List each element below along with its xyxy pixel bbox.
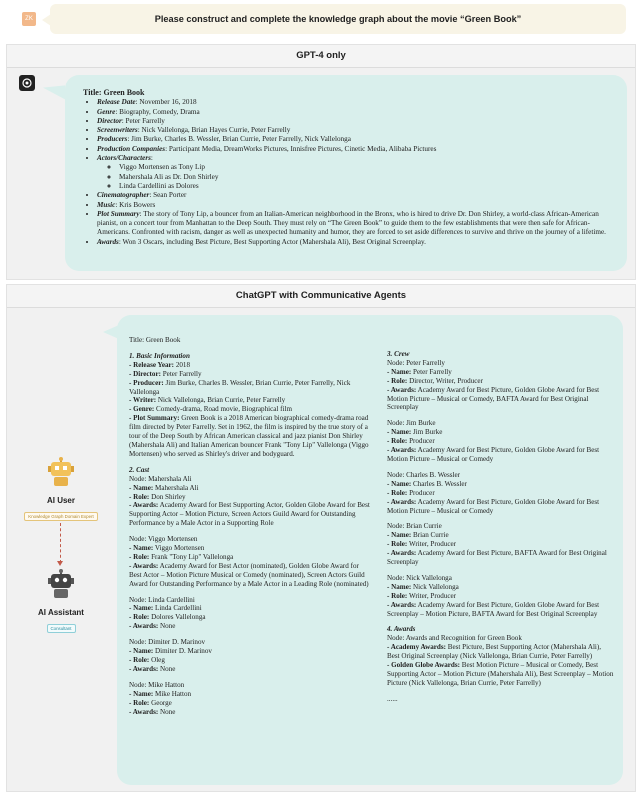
info-line: - Academy Awards: Best Picture, Best Supporting Actor (Mahershala Ali), Best Original Screenplay (Nick Vallelonga, Brian Currie, Peter Farrelly) <box>387 643 602 661</box>
gpt4-response-bubble <box>65 75 627 271</box>
attr-key: Production Companies <box>97 144 166 153</box>
info-line: - Name: Mike Hatton <box>129 689 192 698</box>
section-heading: 1. Basic Information <box>129 351 190 360</box>
attr-value: : Peter Farrelly <box>121 116 165 125</box>
attr-key: Screenwriters <box>97 126 138 135</box>
attr-value: : Jim Burke, Charles B. Wessler, Brian Currie, Peter Farrelly, Nick Vallelonga <box>127 135 351 144</box>
info-line: - Role: Oleg <box>129 656 165 664</box>
kg-title: Title: Green Book <box>83 88 145 97</box>
attr-value: : Biography, Comedy, Drama <box>115 107 200 116</box>
info-line: - Director: Peter Farrelly <box>129 369 202 378</box>
node-line: Node: Mike Hatton <box>129 680 185 689</box>
list-item <box>97 238 619 247</box>
robot-icon <box>46 457 76 487</box>
list-item <box>97 126 619 135</box>
info-line: - Role: Don Shirley <box>129 492 186 501</box>
response-left-column <box>129 336 373 716</box>
info-line: - Plot Summary: Green Book is a 2018 American biographical comedy-drama road film directed by Peter Farrelly. Set in 1962, the film is inspired by the true story of a tour of the Deep South by African American classical and jazz pianist Don Shirley (Mahershala Ali) and Italian American bouncer Frank "Tony Lip" Vallelonga (Viggo Mortensen) who served as Shirley's driver and bodyguard. <box>129 414 369 458</box>
attr-key: Cinematographer <box>97 191 150 200</box>
list-item <box>97 117 619 126</box>
list-item <box>97 145 619 154</box>
list-item: ◦ Viggo Mortensen as Tony Lip <box>119 163 619 172</box>
info-line: - Role: Writer, Producer <box>387 540 457 549</box>
info-line: - Awards: Academy Award for Best Supporting Actor, Golden Globe Award for Best Supporting Actor – Motion Picture, Screen Actors Guild Award for Outstanding Performance by a Male Actor in a Supporting Role <box>129 501 370 528</box>
node-line: Node: Dimiter D. Marinov <box>129 638 206 647</box>
ai-assistant-role-tag: Consultant <box>47 624 76 633</box>
info-line: - Writer: Nick Vallelonga, Brian Currie, Peter Farrelly <box>129 396 286 405</box>
attr-key: Actors/Characters <box>97 154 151 163</box>
info-line: - Role: Frank "Tony Lip" Vallelonga <box>129 552 234 561</box>
attr-key: Plot Summary <box>97 209 140 218</box>
list-item <box>97 154 619 191</box>
section-header: GPT-4 only <box>7 45 635 68</box>
info-line: - Golden Globe Awards: Best Motion Picture – Musical or Comedy, Best Supporting Actor – Motion Picture (Mahershala Ali), Best Screenplay – Motion Picture (Nick Vallelonga, Brian Currie, Peter Farrelly) <box>387 661 614 687</box>
section-heading: 2. Cast <box>129 465 150 474</box>
info-line: - Role: Dolores Vallelonga <box>129 613 206 622</box>
node-line: Node: Jim Burke <box>387 419 436 428</box>
list-item <box>97 201 619 210</box>
prompt-row <box>10 4 630 38</box>
attr-value: : November 16, 2018 <box>135 98 197 107</box>
attr-value: : Nick Vallelonga, Brian Hayes Currie, Peter Farrelly <box>137 126 291 135</box>
info-line: - Name: Viggo Mortensen <box>129 544 205 553</box>
openai-logo-icon <box>19 75 35 91</box>
ai-user-agent <box>15 457 107 523</box>
node-line: Node: Awards and Recognition for Green Book <box>387 634 522 643</box>
info-line: - Name: Peter Farrelly <box>387 367 452 376</box>
user-avatar: ZK <box>22 12 36 26</box>
list-item <box>97 108 619 117</box>
info-line: - Name: Linda Cardellini <box>129 604 202 613</box>
list-item: ◦ Linda Cardellini as Dolores <box>119 182 619 191</box>
info-line: - Awards: None <box>129 707 176 716</box>
attr-key: Music <box>97 200 116 209</box>
info-line: - Awards: Academy Award for Best Picture, Golden Globe Award for Best Screenplay – Motion Picture, BAFTA Award for Best Original Screenplay <box>387 600 600 618</box>
section-heading: 4. Awards <box>387 625 416 634</box>
robot-icon <box>46 569 76 599</box>
list-item <box>97 191 619 200</box>
bubble-tail <box>43 81 65 100</box>
section-header: ChatGPT with Communicative Agents <box>7 285 635 308</box>
info-line: - Genre: Comedy-drama, Road movie, Biographical film <box>129 405 292 414</box>
info-line: - Awards: None <box>129 622 176 631</box>
info-line: - Role: Writer, Producer <box>387 591 457 600</box>
ai-assistant-label: AI Assistant <box>38 608 84 617</box>
list-item <box>97 98 619 107</box>
info-line: - Name: Dimiter D. Marinov <box>129 647 212 656</box>
attr-value: : Won 3 Oscars, including Best Picture, Best Supporting Actor (Mahershala Ali), Best Original Screenplay. <box>118 237 426 246</box>
attr-key: Release Date <box>97 98 136 107</box>
info-line: - Awards: Academy Award for Best Picture, BAFTA Award for Best Original Screenplay <box>387 549 607 567</box>
gpt4-response-content <box>83 88 619 247</box>
info-line: - Name: Charles B. Wessler <box>387 479 467 488</box>
attr-value: : The story of Tony Lip, a bouncer from an Italian-American neighborhood in the Bronx, who is hired to drive Dr. Don Shirley, a world-class African-American pianist, on a concert tour from Manhattan to the Deep South. They must rely on “The Green Book” to guide them to the few establishments that were then safe for African-Americans. Confronted with racism, danger as well as unexpected humanity and humor, they are forced to set aside differences to survive and thrive on the journey of a lifetime. <box>97 209 606 237</box>
info-line: - Name: Jim Burke <box>387 428 443 437</box>
attr-key: Director <box>97 116 122 125</box>
section-heading: 3. Crew <box>387 350 410 358</box>
node-line: Node: Brian Currie <box>387 522 442 531</box>
node-line: Node: Linda Cardellini <box>129 595 195 604</box>
ai-user-label: AI User <box>46 496 75 505</box>
node-line: Node: Peter Farrelly <box>387 358 445 367</box>
kg-attribute-list <box>83 98 619 247</box>
list-item <box>97 135 619 144</box>
ai-user-role-tag: Knowledge Graph Domain Expert <box>24 512 97 521</box>
info-line: - Name: Mahershala Ali <box>129 483 199 492</box>
node-line: Node: Mahershala Ali <box>129 474 192 483</box>
list-item <box>97 210 619 238</box>
communicative-agents-section <box>6 284 636 792</box>
attr-value: : Kris Bowers <box>115 200 156 209</box>
info-line: - Role: Director, Writer, Producer <box>387 376 483 385</box>
prompt-bubble: Please construct and complete the knowledge graph about the movie “Green Book” <box>50 4 626 34</box>
response-right-column <box>387 350 615 704</box>
info-line: - Role: Producer <box>387 488 435 497</box>
info-line: - Name: Nick Vallelonga <box>387 582 459 591</box>
info-line: - Role: Producer <box>387 437 435 446</box>
info-line: - Awards: Academy Award for Best Picture, Golden Globe Award for Best Motion Picture – Musical or Comedy, BAFTA Award for Best Original Screenplay <box>387 385 600 412</box>
actor-list <box>97 163 619 191</box>
attr-key: Producers <box>97 135 128 144</box>
info-line: - Producer: Jim Burke, Charles B. Wessler, Brian Currie, Peter Farrelly, Nick Vallelonga <box>129 378 351 396</box>
attr-value: : <box>150 154 153 163</box>
list-item: ◦ Mahershala Ali as Dr. Don Shirley <box>119 173 619 182</box>
agent-connector-line <box>60 523 61 563</box>
attr-key: Awards <box>97 237 119 246</box>
node-line: Node: Viggo Mortensen <box>129 535 198 544</box>
agents-response-bubble <box>117 315 623 785</box>
node-line: Node: Nick Vallelonga <box>387 573 452 582</box>
info-line: - Awards: None <box>129 664 176 673</box>
info-line: - Name: Brian Currie <box>387 531 449 540</box>
agent-connector-arrow <box>57 561 63 566</box>
info-line: - Role: George <box>129 698 172 707</box>
gpt4-only-section <box>6 44 636 280</box>
attr-value: : Participant Media, DreamWorks Pictures, Innisfree Pictures, Cinetic Media, Alibaba Pictures <box>165 144 437 153</box>
ai-assistant-agent <box>15 569 107 635</box>
info-line: - Release Year: 2018 <box>129 360 191 369</box>
info-line: - Awards: Academy Award for Best Actor (nominated), Golden Globe Award for Best Actor – Motion Picture Musical or Comedy (nominated), Screen Actors Guild Award for Outstanding Performance by a Male Actor in a Leading Role (nominated) <box>129 561 369 588</box>
ellipsis: ...... <box>387 694 398 703</box>
attr-value: : Sean Porter <box>149 191 187 200</box>
info-line: - Awards: Academy Award for Best Picture, Golden Globe Award for Best Motion Picture – Musical or Comedy <box>387 446 600 463</box>
attr-key: Genre <box>97 107 116 116</box>
kg-title: Title: Green Book <box>129 336 181 344</box>
node-line: Node: Charles B. Wessler <box>387 470 460 479</box>
info-line: - Awards: Academy Award for Best Picture, Golden Globe Award for Best Motion Picture – Musical or Comedy <box>387 497 600 515</box>
